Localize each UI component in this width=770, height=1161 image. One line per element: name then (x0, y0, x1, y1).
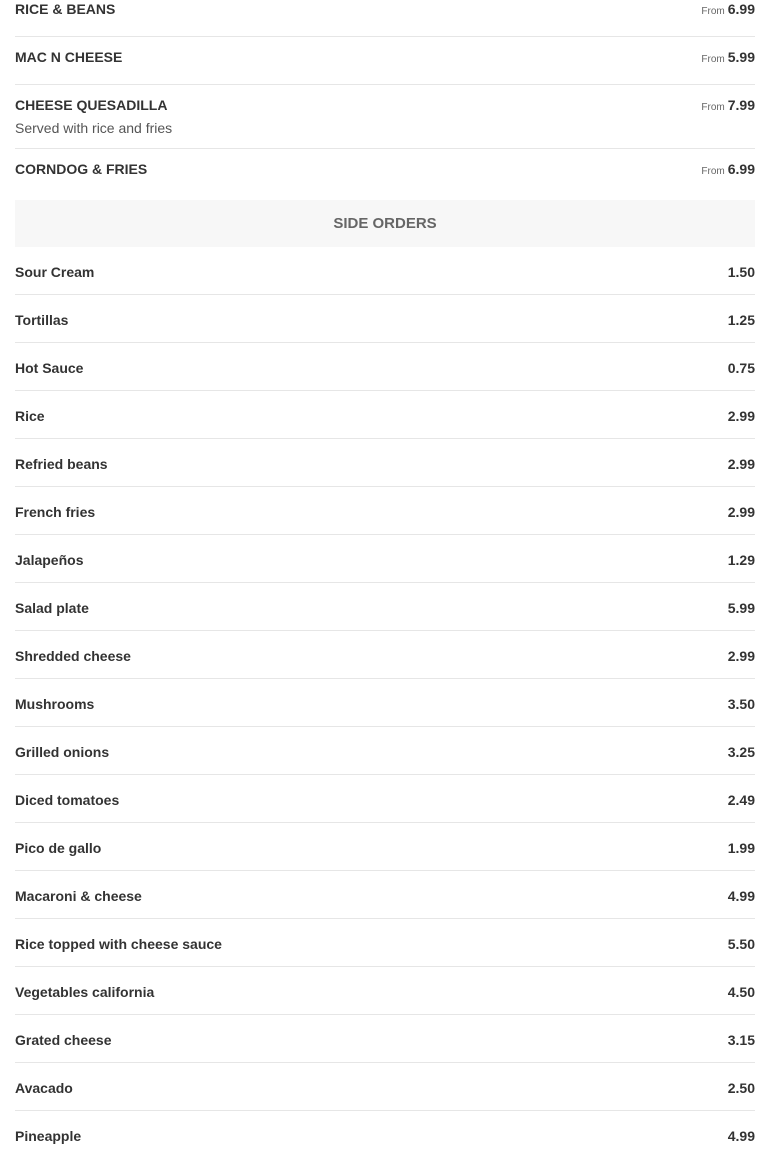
side-order-name: Shredded cheese (15, 648, 131, 664)
menu-item-name: CORNDOG & FRIES (15, 161, 148, 177)
side-order-name: Jalapeños (15, 552, 84, 568)
side-order-name: Tortillas (15, 312, 69, 328)
side-order-item[interactable] (15, 967, 755, 1015)
side-order-name: Grilled onions (15, 744, 110, 760)
side-order-name: French fries (15, 504, 96, 520)
from-label: From (701, 6, 725, 17)
from-label: From (701, 102, 725, 113)
side-order-price: 4.50 (727, 984, 755, 1000)
side-order-name: Pineapple (15, 1128, 82, 1144)
side-order-item[interactable] (15, 823, 755, 871)
side-order-item[interactable] (15, 343, 755, 391)
side-order-price: 3.15 (727, 1032, 755, 1048)
side-order-name: Avacado (15, 1080, 73, 1096)
menu-item-price-group (701, 97, 755, 116)
side-order-name: Sour Cream (15, 264, 95, 280)
side-order-price: 2.99 (727, 408, 755, 424)
side-order-price: 1.99 (727, 840, 755, 856)
side-order-name: Diced tomatoes (15, 792, 120, 808)
from-label: From (701, 166, 725, 177)
from-label: From (701, 54, 725, 65)
menu-item-rice-beans[interactable] (15, 0, 755, 37)
side-order-price: 1.50 (727, 264, 755, 280)
side-order-item[interactable] (15, 295, 755, 343)
menu-item-cheese-quesadilla[interactable] (15, 85, 755, 149)
side-order-name: Vegetables california (15, 984, 155, 1000)
menu-item-price: 5.99 (727, 49, 755, 65)
side-order-item[interactable] (15, 775, 755, 823)
side-order-item[interactable] (15, 535, 755, 583)
side-order-price: 2.99 (727, 648, 755, 664)
side-order-item[interactable] (15, 727, 755, 775)
side-order-price: 2.99 (727, 456, 755, 472)
section-header-side-orders: SIDE ORDERS (15, 200, 755, 247)
side-order-item[interactable] (15, 247, 755, 295)
side-order-price: 2.99 (727, 504, 755, 520)
side-order-name: Grated cheese (15, 1032, 112, 1048)
side-order-name: Hot Sauce (15, 360, 84, 376)
side-order-name: Refried beans (15, 456, 108, 472)
side-order-price: 0.75 (727, 360, 755, 376)
side-order-item[interactable] (15, 1015, 755, 1063)
side-order-price: 3.50 (727, 696, 755, 712)
side-order-price: 4.99 (727, 1128, 755, 1144)
side-order-item[interactable] (15, 919, 755, 967)
side-order-name: Rice (15, 408, 45, 424)
menu-item-name: MAC N CHEESE (15, 49, 123, 65)
side-order-price: 2.49 (727, 792, 755, 808)
side-order-price: 2.50 (727, 1080, 755, 1096)
side-order-price: 3.25 (727, 744, 755, 760)
side-order-price: 1.25 (727, 312, 755, 328)
menu-item-corndog-fries[interactable] (15, 149, 755, 200)
side-order-item[interactable] (15, 871, 755, 919)
side-order-price: 4.99 (727, 888, 755, 904)
side-order-name: Salad plate (15, 600, 89, 616)
menu-item-price-group (701, 161, 755, 180)
menu-item-price: 6.99 (727, 161, 755, 177)
menu-item-name: RICE & BEANS (15, 1, 116, 17)
menu-item-mac-n-cheese[interactable] (15, 37, 755, 85)
side-order-item[interactable] (15, 1111, 755, 1159)
side-order-price: 5.99 (727, 600, 755, 616)
menu-item-price-group (701, 49, 755, 68)
side-order-item[interactable] (15, 487, 755, 535)
side-order-name: Macaroni & cheese (15, 888, 142, 904)
side-order-price: 5.50 (727, 936, 755, 952)
side-order-item[interactable] (15, 391, 755, 439)
menu-item-price: 7.99 (727, 97, 755, 113)
side-order-price: 1.29 (727, 552, 755, 568)
menu-item-description: Served with rice and fries (15, 120, 173, 136)
side-order-item[interactable] (15, 439, 755, 487)
menu-item-price: 6.99 (727, 1, 755, 17)
menu-item-name: CHEESE QUESADILLA (15, 97, 168, 113)
side-order-name: Mushrooms (15, 696, 95, 712)
side-order-name: Pico de gallo (15, 840, 102, 856)
menu-item-price-group (701, 1, 755, 20)
side-order-item[interactable] (15, 1063, 755, 1111)
side-order-item[interactable] (15, 631, 755, 679)
side-order-item[interactable] (15, 583, 755, 631)
side-order-item[interactable] (15, 679, 755, 727)
side-order-name: Rice topped with cheese sauce (15, 936, 222, 952)
